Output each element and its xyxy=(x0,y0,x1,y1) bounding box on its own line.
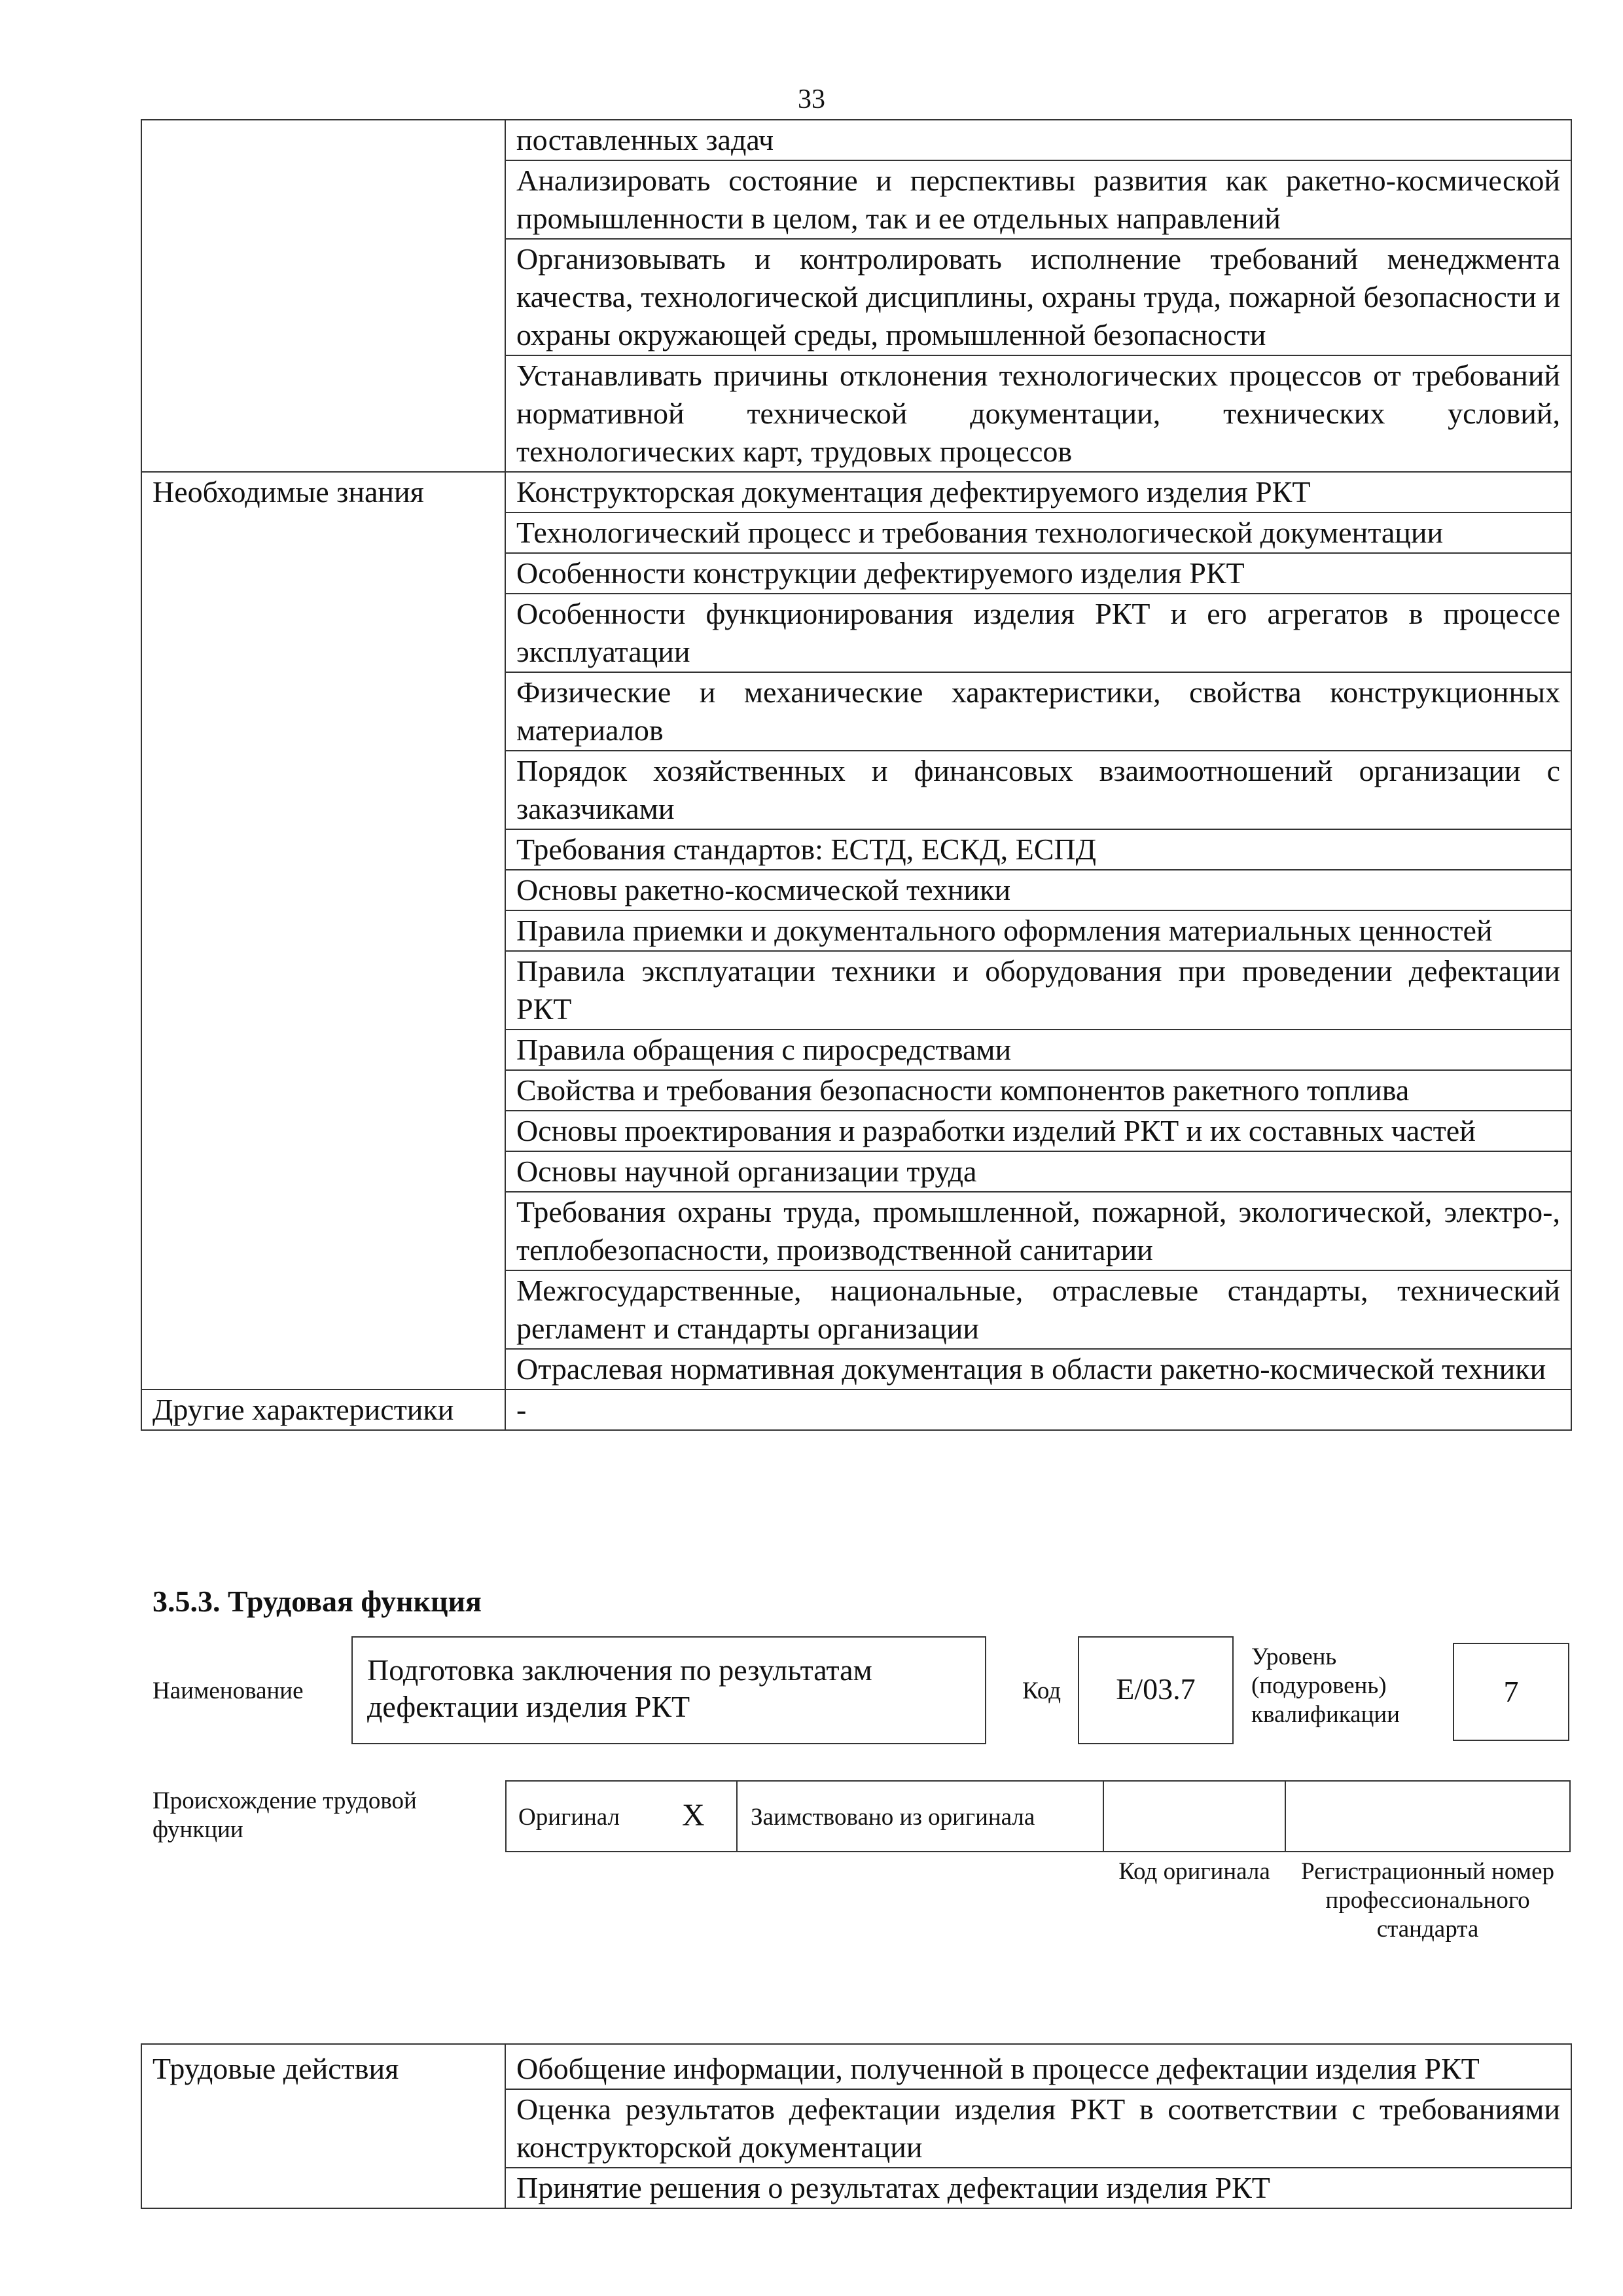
row-text: Оценка результатов дефектации изделия РКТ в соответствии с требованиями конструкторской документации xyxy=(505,2089,1571,2168)
row-text: Организовывать и контролировать исполнение требований менеджмента качества, технологической дисциплины, охраны труда, пожарной безопасности и охраны окружающей среды, промышленной безопасности xyxy=(505,239,1571,355)
row-text: Принятие решения о результатах дефектации изделия РКТ xyxy=(505,2168,1571,2208)
row-text: Правила эксплуатации техники и оборудования при проведении дефектации РКТ xyxy=(505,951,1571,1030)
name-label: Наименование xyxy=(152,1677,304,1704)
row-text: Правила приемки и документального оформления материальных ценностей xyxy=(505,910,1571,951)
row-text: поставленных задач xyxy=(505,120,1571,160)
table-row xyxy=(141,1390,1571,1430)
row-text: Требования стандартов: ЕСТД, ЕСКД, ЕСПД xyxy=(505,829,1571,870)
name-value-box xyxy=(351,1636,986,1744)
row-label-other: Другие характеристики xyxy=(141,1390,505,1430)
row-text: Обобщение информации, полученной в процессе дефектации изделия РКТ xyxy=(505,2044,1571,2089)
knowledge-skills-table xyxy=(141,119,1572,1431)
row-label xyxy=(141,120,505,472)
row-label-actions: Трудовые действия xyxy=(141,2044,505,2208)
row-text: - xyxy=(505,1390,1571,1430)
code-caption: Код оригинала xyxy=(1118,1858,1270,1885)
row-text: Устанавливать причины отклонения технологических процессов от требований нормативной технической документации, технических условий, технологических карт, трудовых процессов xyxy=(505,355,1571,472)
row-text: Основы научной организации труда xyxy=(505,1151,1571,1192)
level-value: 7 xyxy=(1503,1675,1519,1708)
row-text: Требования охраны труда, промышленной, пожарной, экологической, электро-, теплобезопасности, производственной санитарии xyxy=(505,1192,1571,1270)
reg-caption: Регистрационный номер профессионального стандарта xyxy=(1300,1858,1554,1943)
level-label: Уровень (подуровень) квалификации xyxy=(1251,1643,1400,1728)
code-value: E/03.7 xyxy=(1116,1672,1196,1706)
row-text: Правила обращения с пиросредствами xyxy=(505,1030,1571,1070)
row-text: Межгосударственные, национальные, отраслевые стандарты, технический регламент и стандарты организации xyxy=(505,1270,1571,1349)
row-text: Особенности конструкции дефектируемого изделия РКТ xyxy=(505,553,1571,594)
section-heading: 3.5.3. Трудовая функция xyxy=(152,1585,482,1618)
row-text: Основы ракетно-космической техники xyxy=(505,870,1571,910)
row-text: Технологический процесс и требования технологической документации xyxy=(505,512,1571,553)
origin-borrowed-cell xyxy=(736,1780,1104,1852)
origin-original-cell xyxy=(505,1780,738,1852)
table-row xyxy=(141,2044,1571,2089)
borrowed-label: Заимствовано из оригинала xyxy=(751,1804,1035,1831)
name-value: Подготовка заключения по результатам дефектации изделия РКТ xyxy=(367,1653,872,1723)
level-value-box xyxy=(1453,1643,1569,1741)
row-text: Порядок хозяйственных и финансовых взаимоотношений организации с заказчиками xyxy=(505,751,1571,829)
page-number: 33 xyxy=(798,84,825,115)
origin-label: Происхождение трудовой функции xyxy=(152,1787,417,1843)
row-text: Анализировать состояние и перспективы развития как ракетно-космической промышленности в целом, так и ее отдельных направлений xyxy=(505,160,1571,239)
row-text: Отраслевая нормативная документация в области ракетно-космической техники xyxy=(505,1349,1571,1390)
original-mark: X xyxy=(682,1798,705,1833)
row-text: Конструкторская документация дефектируемого изделия РКТ xyxy=(505,472,1571,512)
origin-code-cell xyxy=(1103,1780,1286,1852)
row-text: Основы проектирования и разработки изделий РКТ и их составных частей xyxy=(505,1111,1571,1151)
row-text: Свойства и требования безопасности компонентов ракетного топлива xyxy=(505,1070,1571,1111)
original-label: Оригинал xyxy=(518,1804,620,1831)
row-text: Физические и механические характеристики, свойства конструкционных материалов xyxy=(505,672,1571,751)
table-row xyxy=(141,472,1571,512)
origin-reg-cell xyxy=(1285,1780,1571,1852)
code-label: Код xyxy=(1022,1677,1061,1704)
row-text: Особенности функционирования изделия РКТ и его агрегатов в процессе эксплуатации xyxy=(505,594,1571,672)
row-label-knowledge: Необходимые знания xyxy=(141,472,505,1390)
code-value-box xyxy=(1078,1636,1234,1744)
table-row xyxy=(141,120,1571,160)
labor-actions-table xyxy=(141,2043,1572,2209)
